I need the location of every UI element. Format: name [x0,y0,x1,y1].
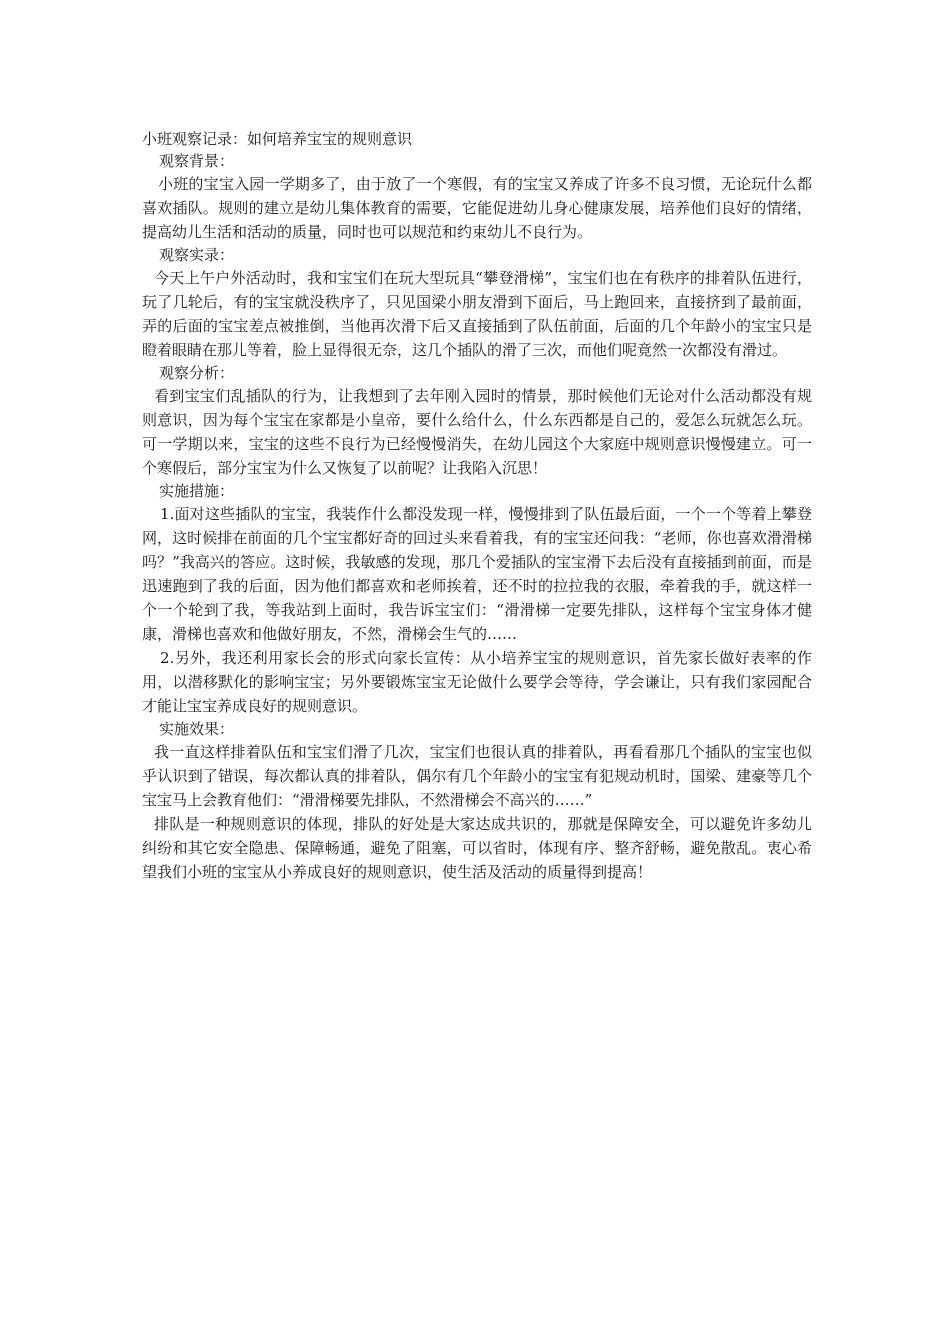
section-heading-analysis: 观察分析： [159,364,235,382]
section-heading-background: 观察背景： [159,152,235,170]
paragraph-effect-2: 排队是一种规则意识的体现，排队的好处是大家达成共识的，那就是保障安全，可以避免许多幼儿纠纷和其它安全隐患、保障畅通，避免了阻塞，可以省时，体现有序、整齐舒畅，避免散乱。衷心希望我们小班的宝宝从小养成良好的规则意识，使生活及活动的质量得到提高！ [142,815,812,881]
document-page [142,128,812,884]
paragraph-record: 今天上午户外活动时，我和宝宝们在玩大型玩具“攀登滑梯”，宝宝们也在有秩序的排着队伍进行，玩了几轮后，有的宝宝就没秩序了，只见国梁小朋友滑到下面后，马上跑回来，直接挤到了最前面，弄的后面的宝宝差点被推倒，当他再次滑下后又直接插到了队伍前面，后面的几个年龄小的宝宝只是瞪着眼睛在那儿等着，脸上显得很无奈，这几个插队的滑了三次，而他们呢竟然一次都没有滑过。 [142,269,812,359]
section-heading-record: 观察实录： [159,246,235,264]
paragraph-measures-item-2: 2.另外，我还利用家长会的形式向家长宣传：从小培养宝宝的规则意识，首先家长做好表率的作用，以潜移默化的影响宝宝；另外要锻炼宝宝无论做什么要学会等待，学会谦让，只有我们家园配合才能让宝宝养成良好的规则意识。 [142,649,812,715]
paragraph-measures-item-1: 1.面对这些插队的宝宝，我装作什么都没发现一样，慢慢排到了队伍最后面，一个一个等着上攀登网，这时候排在前面的几个宝宝都好奇的回过头来看着我，有的宝宝还问我：“老师，你也喜欢滑滑梯吗？”我高兴的答应。这时候，我敏感的发现，那几个爱插队的宝宝滑下去后没有直接插到前面，而是迅速跑到了我的后面，因为他们都喜欢和老师挨着，还不时的拉拉我的衣服，牵着我的手，就这样一个一个轮到了我，等我站到上面时，我告诉宝宝们：“滑滑梯一定要先排队，这样每个宝宝身体才健康，滑梯也喜欢和他做好朋友，不然，滑梯会生气的…… [142,505,812,643]
section-heading-effect: 实施效果： [159,720,235,738]
paragraph-effect-1: 我一直这样排着队伍和宝宝们滑了几次，宝宝们也很认真的排着队，再看看那几个插队的宝宝也似乎认识到了错误，每次都认真的排着队，偶尔有几个年龄小的宝宝有犯规动机时，国梁、建豪等几个宝宝马上会教育他们：“滑滑梯要先排队，不然滑梯会不高兴的……” [142,743,812,809]
paragraph-analysis: 看到宝宝们乱插队的行为，让我想到了去年刚入园时的情景，那时候他们无论对什么活动都没有规则意识，因为每个宝宝在家都是小皇帝，要什么给什么，什么东西都是自己的，爱怎么玩就怎么玩。可一学期以来，宝宝的这些不良行为已经慢慢消失，在幼儿园这个大家庭中规则意识慢慢建立。可一个寒假后，部分宝宝为什么又恢复了以前呢？让我陷入沉思！ [142,387,812,477]
section-heading-measures: 实施措施： [159,482,235,500]
paragraph-background: 小班的宝宝入园一学期多了，由于放了一个寒假，有的宝宝又养成了许多不良习惯，无论玩什么都喜欢插队。规则的建立是幼儿集体教育的需要，它能促进幼儿身心健康发展，培养他们良好的情绪，提高幼儿生活和活动的质量，同时也可以规范和约束幼儿不良行为。 [142,175,812,241]
document-title: 小班观察记录：如何培养宝宝的规则意识 [142,130,413,148]
